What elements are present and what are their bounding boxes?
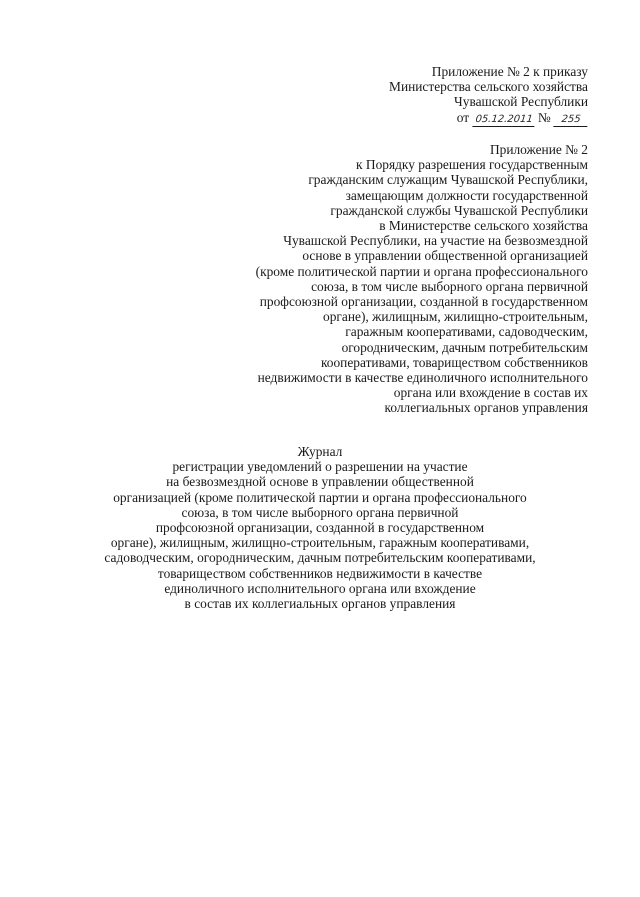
journal-line: в состав их коллегиальных органов управления <box>184 596 456 612</box>
procedure-line: (кроме политической партии и органа профессионального <box>255 263 588 279</box>
journal-line: организацией (кроме политической партии и органа профессионального <box>113 489 527 505</box>
procedure-line: гаражным кооперативами, садоводческим, <box>345 324 588 340</box>
procedure-line: коллегиальных органов управления <box>384 400 588 416</box>
journal-line: товариществом собственников недвижимости в качестве <box>157 565 483 581</box>
journal-line: садоводческим, огородническим, дачным потребительским кооперативами, <box>104 550 536 566</box>
procedure-line: союза, в том числе выборного органа первичной <box>311 278 588 294</box>
procedure-line: в Министерстве сельского хозяйства <box>379 218 588 234</box>
procedure-line: органе), жилищным, жилищно-строительным, <box>323 309 588 325</box>
appendix-procedure-header <box>256 142 588 416</box>
procedure-line: основе в управлении общественной организацией <box>302 248 588 264</box>
journal-title-block <box>0 444 640 611</box>
procedure-line: замещающим должности государственной <box>345 187 588 203</box>
procedure-line: гражданской службы Чувашской Республики <box>330 202 588 218</box>
procedure-line: гражданским служащим Чувашской Республики, <box>308 172 588 188</box>
procedure-line: Чувашской Республики, на участие на безвозмездной <box>283 233 588 249</box>
journal-line: единоличного исполнительного органа или вхождение <box>164 580 476 596</box>
appendix-order-line-3: Чувашской Республики <box>454 94 588 110</box>
appendix-order-header <box>389 64 588 127</box>
journal-line: органе), жилищным, жилищно-строительным, гаражным кооперативами, <box>110 535 530 551</box>
journal-line: союза, в том числе выборного органа первичной <box>181 504 459 520</box>
appendix-order-line-1: Приложение № 2 к приказу <box>431 64 588 79</box>
handwritten-number: 255 <box>553 114 588 127</box>
procedure-line: недвижимости в качестве единоличного исполнительного <box>257 370 588 386</box>
number-prefix: № <box>537 109 551 125</box>
journal-title: Журнал <box>297 444 343 459</box>
appendix-order-line-2: Министерства сельского хозяйства <box>389 79 588 95</box>
journal-line: регистрации уведомлений о разрешении на участие <box>172 459 468 475</box>
procedure-line: Приложение № 2 <box>489 142 588 157</box>
journal-line: профсоюзной организации, созданной в государственном <box>155 520 485 536</box>
procedure-line: кооперативами, товариществом собственников <box>320 354 588 370</box>
procedure-line: огородническим, дачным потребительским <box>341 339 588 355</box>
procedure-line: к Порядку разрешения государственным <box>356 157 588 173</box>
order-date-line <box>389 110 588 127</box>
journal-line: на безвозмездной основе в управлении общественной <box>166 474 474 490</box>
procedure-line: профсоюзной организации, созданной в государственном <box>259 294 588 310</box>
procedure-line: органа или вхождение в состав их <box>393 385 588 401</box>
handwritten-date: 05.12.2011 <box>472 114 535 127</box>
date-prefix: от <box>456 109 470 125</box>
